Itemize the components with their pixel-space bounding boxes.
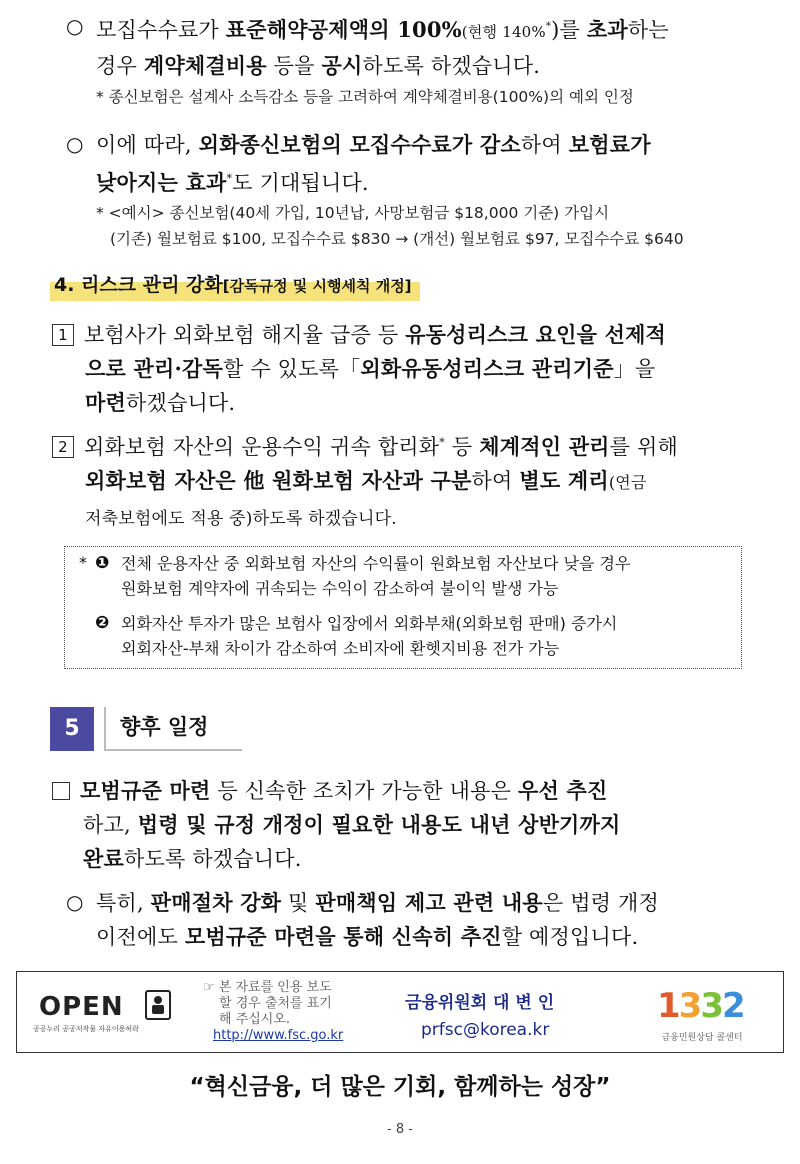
item-1-liquidity-risk: 1 보험사가 외화보험 해지율 급증 등 유동성리스크 요인을 선제적 으로 관리·감독할 수 있도록「외화유동성리스크 관리기준」을 마련하겠습니다. — [52, 318, 666, 420]
footnote-box — [64, 546, 742, 669]
paragraph-schedule: 모범규준 마련 등 신속한 조치가 가능한 내용은 우선 추진 하고, 법령 및 규정 개정이 필요한 내용도 내년 상반기까지 완료하도록 하겠습니다. — [52, 774, 621, 876]
note-1-line-1: 전체 운용자산 중 외화보험 자산의 수익률이 원화보험 자산보다 낮을 경우 — [121, 554, 631, 573]
item-number-box: 2 — [52, 436, 74, 458]
note-2-line-1: 외화자산 투자가 많은 보험사 입장에서 외화부채(외화보험 판매) 증가시 — [121, 614, 618, 633]
section-5-number: 5 — [50, 707, 94, 751]
footer-box — [16, 971, 784, 1053]
citation-notice: ☞ 본 자료를 인용 보도 할 경우 출처를 표기 해 주십시오. http://www.fsc.go.kr — [203, 980, 344, 1043]
fsc-website-link[interactable]: http://www.fsc.go.kr — [213, 1028, 344, 1043]
open-logo-text: OPEN — [39, 992, 124, 1022]
paragraph-fee-disclosure: 모집수수료가 표준해약공제액의 100%(현행 140%*)를 초과하는 경우 계약체결비용 등을 공시하도록 하겠습니다. — [96, 17, 669, 78]
item-number-box: 1 — [52, 324, 74, 346]
section-4-heading: 4. 리스크 관리 강화[감독규정 및 시행세칙 개정] — [50, 269, 420, 301]
spokesperson-label: 금융위원회 대 변 인 — [405, 993, 555, 1013]
paragraph-sales-procedure: 특히, 판매절차 강화 및 판매책임 제고 관련 내용은 법령 개정 이전에도 모범규준 마련을 통해 신속히 추진할 예정입니다. — [96, 890, 660, 949]
call-center-logo: 1332 — [657, 986, 744, 1026]
paragraph-premium-effect: 이에 따라, 외화종신보험의 모집수수료가 감소하여 보험료가 낮아지는 효과*도 기대됩니다. — [96, 132, 651, 195]
slogan: “혁신금융, 더 많은 기회, 함께하는 성장” — [189, 1074, 611, 1100]
person-icon — [145, 990, 171, 1020]
open-license-logo — [29, 986, 185, 1040]
note-2-line-2: 외회자산-부채 차이가 감소하여 소비자에 환헷지비용 전가 가능 — [121, 639, 560, 658]
square-bullet-icon — [52, 782, 70, 800]
circled-2-icon: ❷ — [95, 613, 110, 633]
circled-1-icon: ❶ — [95, 553, 110, 573]
circle-bullet-icon: ○ — [66, 890, 84, 914]
note-1-line-2: 원화보험 계약자에 귀속되는 수익이 감소하여 불이익 발생 가능 — [121, 579, 559, 598]
asterisk-marker: * — [79, 553, 87, 572]
call-center-caption: 금융민원상담 콜센터 — [661, 1033, 743, 1043]
section-5-title: 향후 일정 — [104, 707, 242, 751]
footnote-example: * <예시> 종신보험(40세 가입, 10년납, 사망보험금 $18,000 기준) 가입시 (기존) 월보험료 $100, 모집수수료 $830 → (개선) 월보험료 $97, 모집수수료 $640 — [96, 204, 684, 248]
item-2-separate-accounting: 2 외화보험 자산의 운용수익 귀속 합리화* 등 체계적인 관리를 위해 외화보험 자산은 他 원화보험 자산과 구분하여 별도 계리(연금 저축보험에도 적용 중)하도록 하겠습니다. — [52, 426, 678, 536]
spokesperson-email[interactable]: prfsc@korea.kr — [421, 1020, 550, 1040]
page-number: - 8 - — [387, 1122, 413, 1137]
footnote-whole-life: * 종신보험은 설계사 소득감소 등을 고려하여 계약체결비용(100%)의 예외 인정 — [96, 88, 634, 106]
circle-bullet-icon: ○ — [66, 14, 84, 38]
circle-bullet-icon: ○ — [66, 132, 84, 156]
open-license-caption: 공공누리 공공저작물 자유이용허락 — [33, 1025, 139, 1033]
